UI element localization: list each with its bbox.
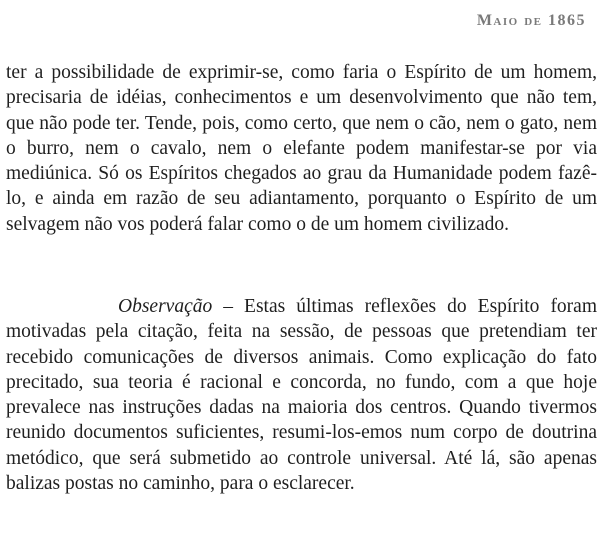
body-paragraph-1: ter a possibilidade de exprimir-se, como faria o Espírito de um homem, precisaria de idéias, conhecimentos e um desenvolvimento que não tem, que não pode ter. Tende, pois, como certo, que nem o cão, nem o gato, nem o burro, nem o cavalo, nem o elefante podem manifestar-se por via mediúnica. Só os Espíritos chegados ao grau da Humanidade podem fazê-lo, e ainda em razão de seu adiantamento, porquanto o Espírito de um selvagem não vos poderá falar como o de um homem civilizado. [6, 62, 597, 235]
running-header: Maio de 1865 [476, 12, 586, 29]
body-paragraph-1-block [6, 60, 597, 237]
body-paragraph-2-block [6, 294, 597, 496]
body-paragraph-2 [6, 294, 597, 496]
observation-label: Observação [118, 296, 213, 317]
observation-text: – Estas últimas reflexões do Espírito foram motivadas pela citação, feita na sessão, de pessoas que pretendiam ter recebido comunicações de diversos animais. Como explicação do fato precitado, sua teoria é racional e concorda, no fundo, com a que hoje prevalece nas instruções dadas na maioria dos centros. Quando tivermos reunido documentos suficientes, resumi-los-emos num corpo de doutrina metódico, que será submetido ao controle universal. Até lá, são apenas balizas postas no caminho, para o esclarecer. [6, 296, 597, 495]
